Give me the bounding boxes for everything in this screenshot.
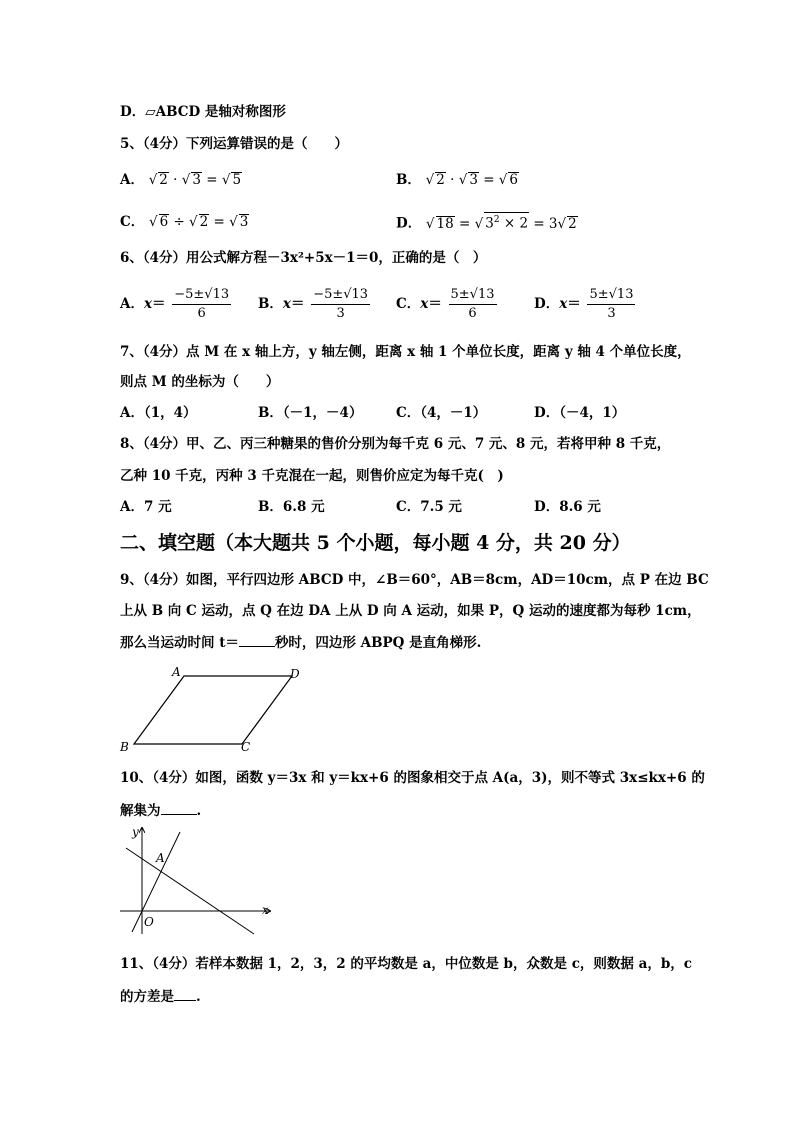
q6-b-fraction bbox=[311, 286, 370, 323]
q10-line1: 10、（4分）如图，函数 y＝3x 和 y＝kx+6 的图象相交于点 A(a，3)，则不等式 3x≤kx+6 的 bbox=[120, 770, 705, 786]
q6-d-numerator: 5±√13 bbox=[587, 286, 635, 305]
q9-line3-after: 秒时，四边形 ABPQ 是直角梯形. bbox=[274, 635, 482, 651]
q6-a-label: A． bbox=[120, 296, 144, 312]
q9-line3 bbox=[120, 632, 481, 653]
q7-option-c: C．（4，－1） bbox=[396, 405, 487, 421]
q4-option-d: D．▱ABCD 是轴对称图形 bbox=[120, 104, 286, 120]
label-b: B bbox=[120, 740, 129, 754]
line-y-3x bbox=[132, 832, 180, 932]
q11-answer-blank bbox=[174, 986, 196, 1001]
q6-a-numerator: −5±√13 bbox=[172, 286, 231, 305]
q6-stem: 6、（4分）用公式解方程－3x²+5x－1＝0，正确的是（ ） bbox=[120, 250, 487, 266]
q8-option-d: D．8.6 元 bbox=[534, 499, 601, 515]
q6-d-denominator: 3 bbox=[607, 306, 616, 321]
q9-line1: 9、（4分）如图，平行四边形 ABCD 中，∠B＝60°，AB＝8cm，AD＝10cm，点 P 在边 BC bbox=[120, 572, 709, 588]
q5-d-label: D． bbox=[396, 215, 422, 232]
q6-option-b: B．x＝ $\frac{-5\pm√13}{3}$ bbox=[258, 287, 369, 321]
q5-b-label: B． bbox=[396, 172, 421, 188]
q7-option-b: B．（－1，－4） bbox=[258, 405, 363, 421]
q6-a-fraction bbox=[172, 286, 231, 323]
parallelogram-shape bbox=[134, 676, 292, 744]
q5-option-b: B． √ 2 · √ 3 = √ 6 bbox=[396, 172, 518, 188]
section-title-fill-in: 二、填空题（本大题共 5 个小题，每小题 4 分，共 20 分） bbox=[120, 532, 631, 554]
label-a: A bbox=[156, 851, 165, 865]
label-x: x bbox=[262, 903, 269, 917]
q9-line3-before: 那么当运动时间 t＝ bbox=[120, 635, 239, 651]
label-a: A bbox=[172, 665, 181, 679]
q6-c-denominator: 6 bbox=[468, 306, 477, 321]
q10-line2-before: 解集为 bbox=[120, 803, 161, 819]
q6-b-label: B． bbox=[258, 296, 283, 312]
q6-b-numerator: −5±√13 bbox=[311, 286, 370, 305]
q7-option-a: A．（1，4） bbox=[120, 405, 197, 421]
q5-stem: 5、（4分）下列运算错误的是（ ） bbox=[120, 136, 349, 152]
q9-line2: 上从 B 向 C 运动，点 Q 在边 DA 上从 D 向 A 运动，如果 P，Q 运动的速度都为每秒 1cm， bbox=[120, 603, 701, 619]
q6-b-denominator: 3 bbox=[336, 306, 345, 321]
q9-answer-blank bbox=[239, 632, 275, 647]
q8-option-b: B．6.8 元 bbox=[258, 499, 325, 515]
q9-parallelogram-figure bbox=[112, 662, 312, 758]
q7-stem-line2: 则点 M 的坐标为（ ） bbox=[120, 374, 280, 390]
q5-option-d: D． √ 18 = √ $3^2 \times 2 = 3√$ 2 bbox=[396, 212, 578, 234]
q7-stem-line1: 7、（4分）点 M 在 x 轴上方，y 轴左侧，距离 x 轴 1 个单位长度，距离 y 轴 4 个单位长度， bbox=[120, 344, 691, 360]
q5-option-c: C． √ 6 ÷ √ 2 = √ 3 bbox=[120, 214, 249, 230]
q6-option-c: C．x＝ $\frac{5\pm√13}{6}$ bbox=[396, 287, 495, 321]
label-d: D bbox=[290, 667, 300, 681]
q6-d-fraction bbox=[587, 286, 635, 323]
q11-line2-before: 的方差是 bbox=[120, 989, 174, 1005]
q11-line1: 11、（4分）若样本数据 1，2，3，2 的平均数是 a，中位数是 b，众数是 c，则数据 a，b，c bbox=[120, 956, 693, 972]
q8-stem-line1: 8、（4分）甲、乙、丙三种糖果的售价分别为每千克 6 元、7 元、8 元，若将甲种 8 千克， bbox=[120, 436, 671, 452]
q8-option-c: C．7.5 元 bbox=[396, 499, 462, 515]
q5-c-label: C． bbox=[120, 214, 145, 230]
q10-answer-blank bbox=[161, 800, 197, 815]
q11-line2 bbox=[120, 986, 201, 1007]
q6-c-label: C． bbox=[396, 296, 421, 312]
q6-option-a: A．x＝ $\frac{-5\pm√13}{6}$ bbox=[120, 287, 230, 321]
q7-option-d: D．（－4，1） bbox=[534, 405, 626, 421]
q8-stem-line2: 乙种 10 千克，丙种 3 千克混在一起，则售价应定为每千克( ) bbox=[120, 468, 504, 484]
label-y: y bbox=[132, 825, 139, 839]
q6-c-fraction bbox=[449, 286, 497, 323]
q6-a-denominator: 6 bbox=[197, 306, 206, 321]
q11-line2-after: . bbox=[196, 989, 201, 1005]
q8-option-a: A．7 元 bbox=[120, 499, 172, 515]
q6-d-label: D． bbox=[534, 296, 560, 312]
q6-c-numerator: 5±√13 bbox=[449, 286, 497, 305]
label-o: O bbox=[144, 915, 154, 929]
q5-a-label: A． bbox=[120, 172, 144, 188]
q10-line2 bbox=[120, 800, 201, 821]
label-c: C bbox=[241, 740, 251, 754]
q6-option-d: D．x＝ $\frac{5\pm√13}{3}$ bbox=[534, 287, 634, 321]
q5-option-a: A． √ 2 · √ 3 = √ 5 bbox=[120, 172, 242, 188]
q10-graph-figure bbox=[112, 822, 282, 942]
q10-line2-after: . bbox=[196, 803, 202, 819]
